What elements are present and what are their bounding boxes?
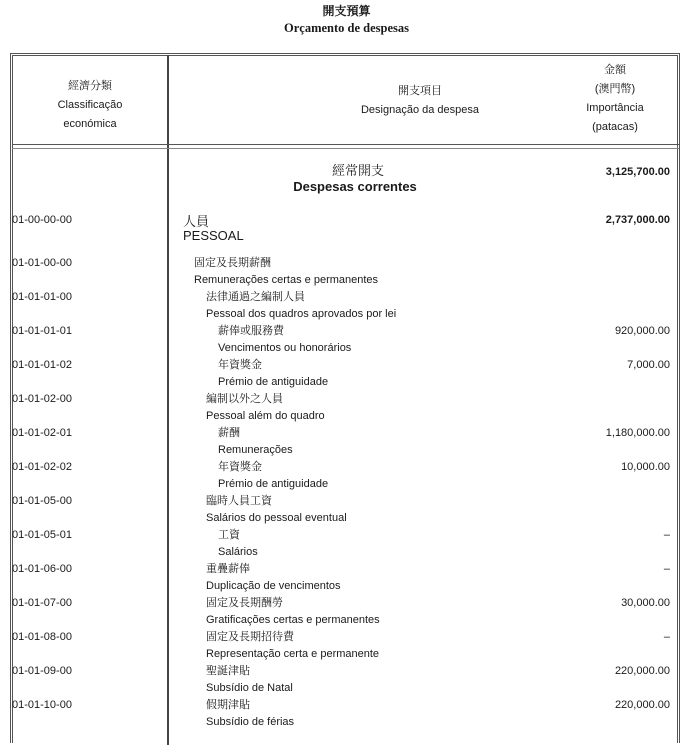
row-designation-pt: Vencimentos ou honorários — [218, 342, 352, 354]
row-designation-zh: 固定及長期薪酬 — [194, 257, 271, 269]
header-amount-pt: Importância — [586, 102, 644, 114]
row-code: 01-01-01-01 — [12, 325, 72, 337]
group-code: 01-00-00-00 — [12, 214, 72, 226]
row-designation-zh: 工資 — [218, 529, 240, 541]
table-row — [0, 425, 693, 459]
row-code: 01-01-08-00 — [12, 631, 72, 643]
header-currency-pt: (patacas) — [592, 121, 638, 133]
row-designation-pt: Salários do pessoal eventual — [206, 512, 347, 524]
row-designation-pt: Remunerações certas e permanentes — [194, 274, 379, 286]
row-designation-zh: 固定及長期酬勞 — [206, 597, 283, 609]
header-divider — [12, 144, 679, 149]
group-title-zh: 人員 — [183, 214, 210, 229]
section-amount: 3,125,700.00 — [605, 166, 670, 178]
table-row — [0, 391, 693, 425]
header-designation-zh: 開支項目 — [398, 85, 442, 97]
header-designation-pt: Designação da despesa — [360, 104, 480, 116]
row-amount: 30,000.00 — [621, 597, 670, 609]
header-currency-zh: (澳門幣) — [594, 83, 636, 95]
table-row — [0, 493, 693, 527]
row-designation-pt: Pessoal dos quadros aprovados por lei — [206, 308, 397, 320]
row-code: 01-01-01-00 — [12, 291, 72, 303]
row-code: 01-01-06-00 — [12, 563, 72, 575]
document-title-pt: Orçamento de despesas — [284, 21, 409, 35]
table-row — [0, 595, 693, 629]
row-code: 01-01-09-00 — [12, 665, 72, 677]
row-designation-zh: 法律通過之編制人員 — [206, 291, 305, 303]
row-designation-pt: Subsídio de férias — [206, 716, 295, 728]
row-designation-zh: 編制以外之人員 — [206, 393, 283, 405]
row-amount: 220,000.00 — [614, 699, 670, 711]
row-code: 01-01-05-01 — [12, 529, 72, 541]
table-row — [0, 527, 693, 561]
table-row — [0, 255, 693, 289]
row-designation-pt: Representação certa e permanente — [206, 648, 380, 660]
row-amount: – — [663, 563, 670, 575]
row-amount: 1,180,000.00 — [605, 427, 670, 439]
row-designation-pt: Prémio de antiguidade — [218, 376, 329, 388]
row-designation-zh: 聖誕津貼 — [206, 665, 250, 677]
row-code: 01-01-01-02 — [12, 359, 72, 371]
document-title-zh: 開支預算 — [322, 4, 371, 18]
row-amount: 10,000.00 — [621, 461, 670, 473]
row-designation-zh: 年資獎金 — [218, 461, 262, 473]
row-designation-pt: Gratificações certas e permanentes — [206, 614, 380, 626]
table-row — [0, 323, 693, 357]
row-designation-pt: Pessoal além do quadro — [206, 410, 325, 422]
table-row — [0, 629, 693, 663]
row-amount: – — [663, 529, 670, 541]
row-designation-pt: Prémio de antiguidade — [218, 478, 329, 490]
row-code: 01-01-05-00 — [12, 495, 72, 507]
table-row — [0, 663, 693, 697]
row-designation-pt: Duplicação de vencimentos — [206, 580, 341, 592]
table-row — [0, 289, 693, 323]
table-row — [0, 357, 693, 391]
row-designation-pt: Remunerações — [218, 444, 293, 456]
row-code: 01-01-07-00 — [12, 597, 72, 609]
row-code: 01-01-02-00 — [12, 393, 72, 405]
row-designation-zh: 假期津貼 — [206, 699, 250, 711]
header-classification-pt1: Classificação — [57, 99, 123, 111]
table-row — [0, 561, 693, 595]
group-title-pt: PESSOAL — [183, 228, 244, 243]
row-amount: – — [663, 631, 670, 643]
row-designation-zh: 重疊薪俸 — [206, 563, 250, 575]
row-designation-pt: Salários — [218, 546, 258, 558]
table-row — [0, 459, 693, 493]
header-classification-zh: 經濟分類 — [68, 80, 112, 92]
row-amount: 220,000.00 — [614, 665, 670, 677]
row-designation-zh: 薪俸或服務費 — [218, 325, 284, 337]
row-designation-zh: 固定及長期招待費 — [206, 631, 294, 643]
row-designation-zh: 薪酬 — [218, 427, 240, 439]
row-designation-pt: Subsídio de Natal — [206, 682, 293, 694]
row-code: 01-01-00-00 — [12, 257, 72, 269]
section-title-zh: 經常開支 — [331, 163, 384, 178]
header-amount-zh: 金額 — [604, 64, 626, 76]
header-classification-pt2: económica — [63, 118, 117, 130]
row-code: 01-01-02-02 — [12, 461, 72, 473]
row-designation-zh: 臨時人員工資 — [206, 495, 272, 507]
budget-rows — [0, 255, 693, 731]
header-classification — [14, 77, 166, 134]
header-amount — [560, 61, 670, 137]
row-code: 01-01-02-01 — [12, 427, 72, 439]
section-title-pt: Despesas correntes — [293, 179, 417, 194]
row-designation-zh: 年資獎金 — [218, 359, 262, 371]
group-amount: 2,737,000.00 — [605, 214, 670, 226]
row-amount: 920,000.00 — [614, 325, 670, 337]
table-row — [0, 697, 693, 731]
row-amount: 7,000.00 — [627, 359, 670, 371]
row-code: 01-01-10-00 — [12, 699, 72, 711]
